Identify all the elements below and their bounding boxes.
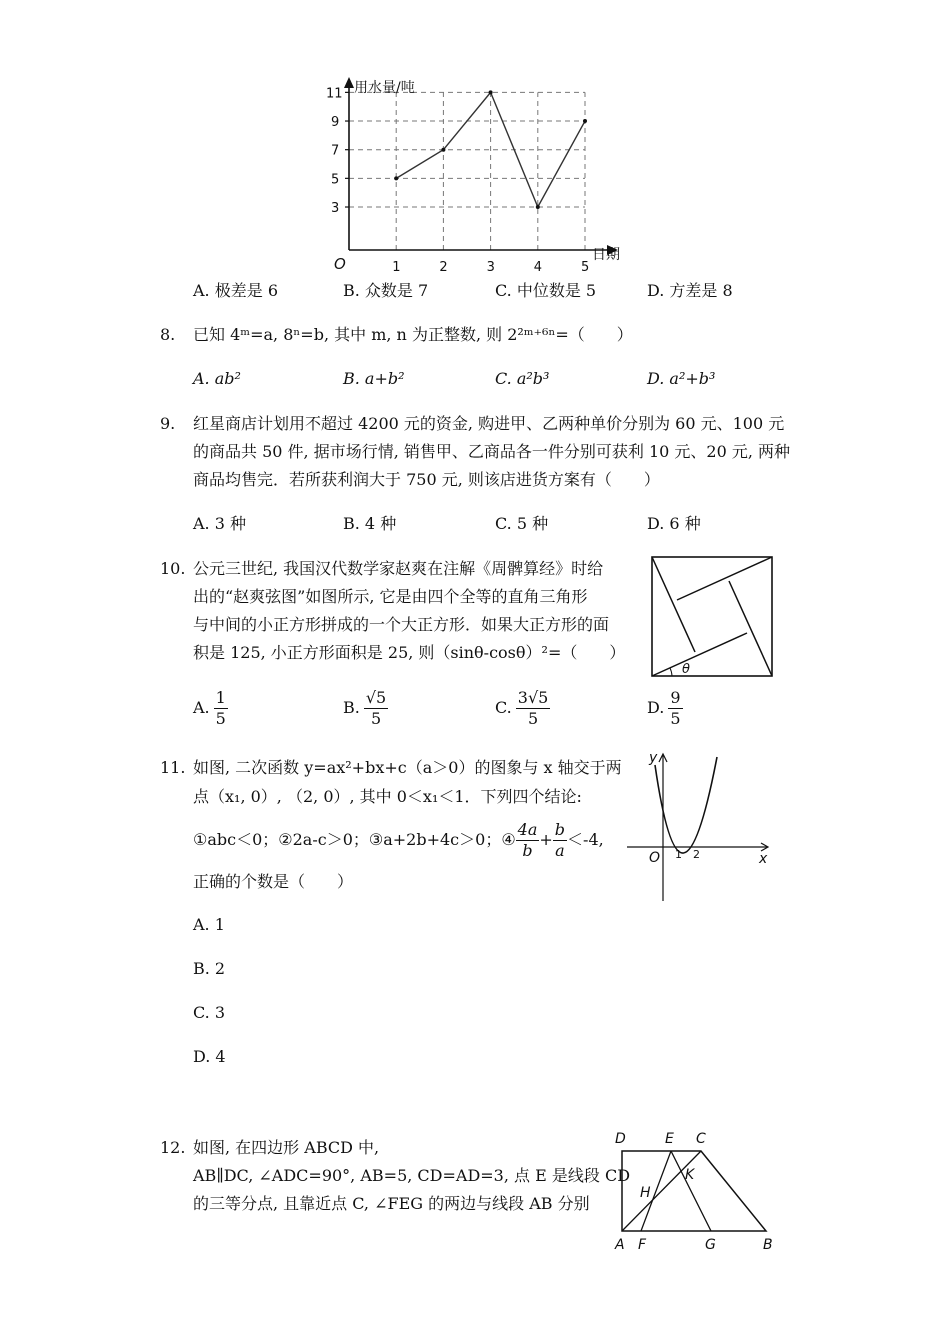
water-usage-chart [320,72,640,277]
q11-frac2-den: a [555,841,565,860]
big-square [652,557,772,676]
q10-line-1: 公元三世纪, 我国汉代数学家赵爽在注解《周髀算经》时给 [193,559,604,578]
q10-option-d-num: 9 [670,688,681,707]
x-tick-label-4: 4 [533,260,543,275]
origin-label: O [649,850,661,866]
y-tick-label-3: 3 [331,201,340,217]
x-axis-title: 日期 [592,247,620,263]
q9-line-3: 商品均售完．若所获利润大于 750 元, 则该店进货方案有（ ） [193,470,660,489]
label-h: H [640,1185,651,1201]
q11-conclusions: ①abc＜0；②2a-c＞0；③a+2b+4c＞0；④ [193,830,516,849]
x-tick-label-5: 5 [581,260,590,275]
q10-option-a-den: 5 [215,709,226,728]
q11-plus: + [539,830,553,849]
y-axis-label: y [649,750,658,766]
q10-option-a-letter: A. [193,698,210,717]
parabola-graph [625,745,775,903]
q11-line-4: 正确的个数是（ ） [193,872,354,891]
q7-option-c[interactable]: C. 中位数是 5 [495,281,597,300]
q9-option-a[interactable]: A. 3 种 [193,514,246,533]
q8-option-a[interactable]: A. ab² [193,369,241,388]
x-tick-label-1: 1 [392,260,401,275]
segment-eg [671,1151,711,1231]
q10-line-3: 与中间的小正方形拼成的一个大正方形．如果大正方形的面 [193,615,610,634]
q11-option-a[interactable]: A. 1 [193,915,225,934]
q11-frac2-num: b [554,820,566,839]
q10-line-4: 积是 125, 小正方形面积是 25, 则（sinθ-cosθ）²=（ ） [193,643,626,662]
q8-option-d[interactable]: D. a²+b³ [647,369,716,388]
theta-label: θ [682,662,690,677]
y-tick-label-9: 9 [331,115,340,131]
q10-option-a-num: 1 [215,688,226,707]
q10-number: 10. [160,559,186,578]
data-point-1 [394,176,398,180]
q12-number: 12. [160,1138,186,1157]
theta-arc [670,668,672,676]
data-point-4 [536,205,540,209]
x-tick-label-2: 2 [439,260,448,275]
label-b: B [763,1237,773,1253]
q7-option-b[interactable]: B. 众数是 7 [343,281,429,300]
q11-line-1: 如图, 二次函数 y=ax²+bx+c（a＞0）的图象与 x 轴交于两 [193,758,622,777]
origin-label: O [334,255,346,273]
quadrilateral-diagram [605,1125,790,1255]
y-axis-title: 用水量/吨 [354,80,415,96]
parabola-curve [655,757,717,853]
chart-grid [349,92,585,250]
x-axis-label: x [759,851,768,867]
data-point-2 [441,148,445,152]
data-point-3 [489,90,493,94]
q7-option-d[interactable]: D. 方差是 8 [647,281,733,300]
q9-option-c[interactable]: C. 5 种 [495,514,549,533]
q10-option-b-letter: B. [343,698,360,717]
q11-number: 11. [160,758,186,777]
q11-frac1-num: 4a [517,820,538,839]
zhao-shuang-diagram [650,555,775,679]
chart-labels [326,79,620,275]
q10-option-d[interactable] [647,688,683,729]
tick-1-label: 1 [675,848,682,861]
q10-option-b[interactable] [343,688,388,729]
label-k: K [685,1167,695,1183]
q10-option-c-letter: C. [495,698,512,717]
tick-2-label: 2 [693,848,700,861]
q8-option-b[interactable]: B. a+b² [343,369,405,388]
label-a: A [615,1237,625,1253]
y-tick-label-5: 5 [331,172,340,188]
label-d: D [615,1131,626,1147]
q9-option-d[interactable]: D. 6 种 [647,514,701,533]
label-g: G [705,1237,716,1253]
q10-option-c[interactable] [495,688,550,729]
triangle-side-2 [729,581,772,676]
y-tick-label-11: 11 [326,86,343,102]
q8-option-c[interactable]: C. a²b³ [495,369,550,388]
q11-frac1-den: b [522,841,533,860]
q11-line-3 [193,818,604,862]
diagonal-ac [622,1151,701,1231]
q11-inequality-tail: ＜-4, [567,830,604,849]
q8-number: 8. [160,325,176,344]
triangle-side-4 [652,557,695,652]
label-f: F [638,1237,647,1253]
label-e: E [665,1131,674,1147]
q7-option-a[interactable]: A. 极差是 6 [193,281,278,300]
q8-text: 已知 4ᵐ=a, 8ⁿ=b, 其中 m, n 为正整数, 则 2²ᵐ⁺⁶ⁿ=（ ） [193,325,633,344]
q10-option-c-den: 5 [527,709,539,728]
triangle-side-1 [652,633,747,676]
y-tick-label-7: 7 [331,143,340,159]
q12-line-3: 的三等分点, 且靠近点 C, ∠FEG 的两边与线段 AB 分别 [193,1194,590,1213]
x-tick-label-3: 3 [486,260,495,275]
q10-option-b-num: √5 [365,688,387,707]
q9-number: 9. [160,414,176,433]
q9-line-2: 的商品共 50 件, 据市场行情, 销售甲、乙商品各一件分别可获利 10 元、20 元, 两种 [193,442,791,461]
q10-option-a[interactable] [193,688,228,729]
q10-option-d-letter: D. [647,698,665,717]
y-axis-arrow [344,77,354,88]
q11-option-b[interactable]: B. 2 [193,959,226,978]
q12-line-2: AB∥DC, ∠ADC=90°, AB=5, CD=AD=3, 点 E 是线段 CD [193,1166,631,1185]
data-point-5 [583,119,587,123]
q10-option-b-den: 5 [370,709,382,728]
q10-option-c-num: 3√5 [517,688,549,707]
q9-option-b[interactable]: B. 4 种 [343,514,397,533]
triangle-side-3 [677,557,772,600]
label-c: C [696,1131,706,1147]
q10-option-d-den: 5 [670,709,681,728]
q11-option-d[interactable]: D. 4 [193,1047,226,1066]
q11-line-2: 点（x₁, 0）, （2, 0）, 其中 0＜x₁＜1．下列四个结论: [193,787,582,806]
q9-line-1: 红星商店计划用不超过 4200 元的资金, 购进甲、乙两种单价分别为 60 元、100 元 [193,414,785,433]
q10-line-2: 出的“赵爽弦图”如图所示, 它是由四个全等的直角三角形 [193,587,588,606]
q12-line-1: 如图, 在四边形 ABCD 中, [193,1138,380,1157]
q11-option-c[interactable]: C. 3 [193,1003,226,1022]
